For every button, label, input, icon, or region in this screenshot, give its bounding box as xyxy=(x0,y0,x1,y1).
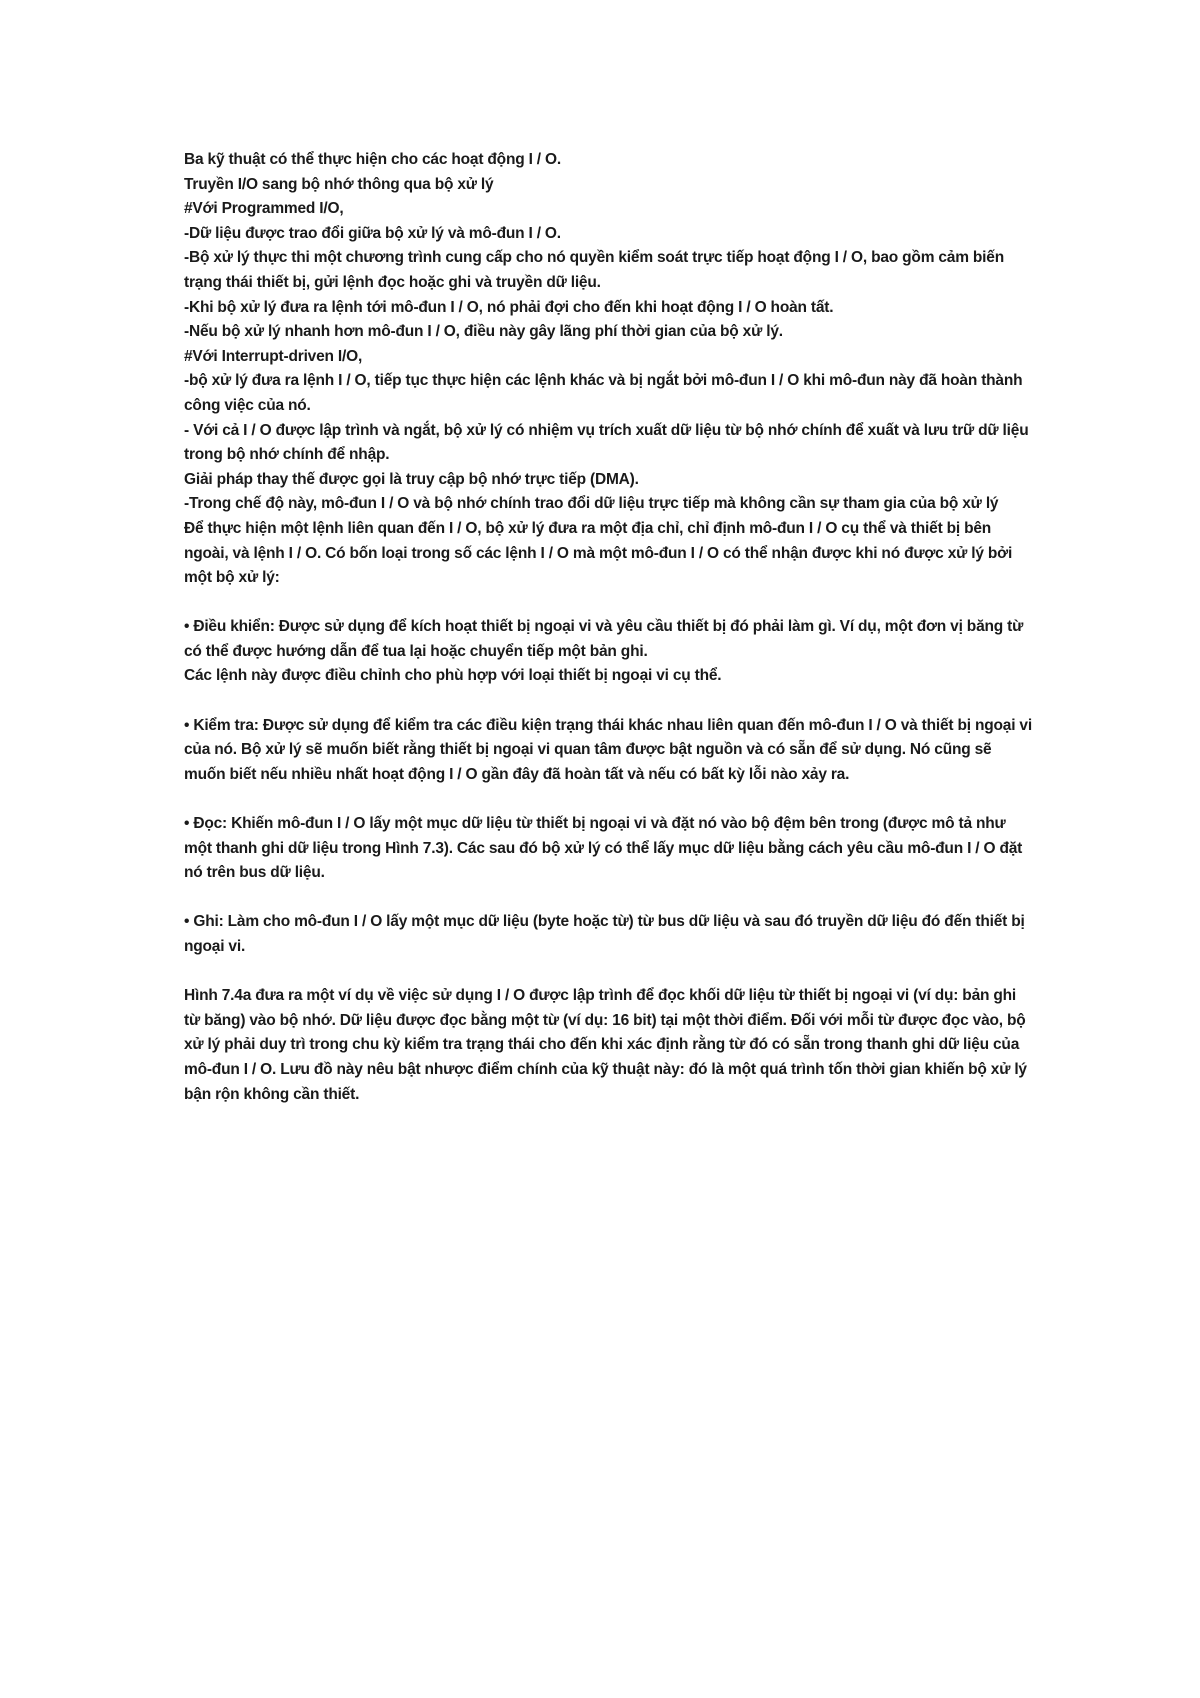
paragraph-gap xyxy=(184,960,1034,985)
programmed-io-point-3: -Khi bộ xử lý đưa ra lệnh tới mô-đun I / O, nó phải đợi cho đến khi hoạt động I / O hoàn tất. xyxy=(184,298,834,316)
dma-intro: Giải pháp thay thế được gọi là truy cập bộ nhớ trực tiếp (DMA). xyxy=(184,470,639,488)
paragraph-gap xyxy=(184,787,1034,812)
heading-programmed-io: #Với Programmed I/O, xyxy=(184,200,344,218)
intro-line-2: Truyền I/O sang bộ nhớ thông qua bộ xử lý xyxy=(184,175,494,193)
programmed-io-point-1: -Dữ liệu được trao đổi giữa bộ xử lý và mô-đun I / O. xyxy=(184,224,561,242)
figure-paragraph: Hình 7.4a đưa ra một ví dụ về việc sử dụng I / O được lập trình để đọc khối dữ liệu từ thiết bị ngoại vi (ví dụ: bản ghi từ băng) vào bộ nhớ. Dữ liệu được đọc bằng một từ (ví dụ: 16 bit) tại một thời điểm. Đối với mỗi từ được đọc vào, bộ xử lý phải duy trì trong chu kỳ kiểm tra trạng thái cho đến khi xác định rằng từ đó có sẵn trong thanh ghi dữ liệu của mô-đun I / O. Lưu đồ này nêu bật nhược điểm chính của kỹ thuật này: đó là một quá trình tốn thời gian khiến bộ xử lý bận rộn không cần thiết. xyxy=(184,987,1027,1103)
io-command-paragraph: Để thực hiện một lệnh liên quan đến I / O, bộ xử lý đưa ra một địa chỉ, chỉ định mô-đun I / O cụ thể và thiết bị bên ngoài, và lệnh I / O. Có bốn loại trong số các lệnh I / O mà một mô-đun I / O có thể nhận được khi nó được xử lý bởi một bộ xử lý: xyxy=(184,519,1013,587)
interrupt-io-point-2: - Với cả I / O được lập trình và ngắt, bộ xử lý có nhiệm vụ trích xuất dữ liệu từ bộ nhớ chính để xuất và lưu trữ dữ liệu trong bộ nhớ chính để nhập. xyxy=(184,421,1029,464)
heading-interrupt-io: #Với Interrupt-driven I/O, xyxy=(184,347,363,365)
intro-line-1: Ba kỹ thuật có thể thực hiện cho các hoạt động I / O. xyxy=(184,151,561,168)
test-bullet: • Kiểm tra: Được sử dụng để kiểm tra các điều kiện trạng thái khác nhau liên quan đến mô-đun I / O và thiết bị ngoại vi của nó. Bộ xử lý sẽ muốn biết rằng thiết bị ngoại vi quan tâm được bật nguồn và có sẵn để sử dụng. Nó cũng sẽ muốn biết nếu nhiều nhất hoạt động I / O gần đây đã hoàn tất và nếu có bất kỳ lỗi nào xảy ra. xyxy=(184,716,1032,783)
paragraph-gap xyxy=(184,886,1034,911)
programmed-io-point-4: -Nếu bộ xử lý nhanh hơn mô-đun I / O, điều này gây lãng phí thời gian của bộ xử lý. xyxy=(184,323,783,341)
interrupt-io-point-1: -bộ xử lý đưa ra lệnh I / O, tiếp tục thực hiện các lệnh khác và bị ngắt bởi mô-đun I / O khi mô-đun này đã hoàn thành công việc của nó. xyxy=(184,372,1023,414)
write-bullet: • Ghi: Làm cho mô-đun I / O lấy một mục dữ liệu (byte hoặc từ) từ bus dữ liệu và sau đó truyền dữ liệu đó đến thiết bị ngoại vi. xyxy=(184,913,1025,955)
paragraph-gap xyxy=(184,689,1034,714)
control-bullet: • Điều khiển: Được sử dụng để kích hoạt thiết bị ngoại vi và yêu cầu thiết bị đó phải làm gì. Ví dụ, một đơn vị băng từ có thể được hướng dẫn để tua lại hoặc chuyển tiếp một bản ghi. xyxy=(184,618,1024,660)
document-body xyxy=(184,148,1034,1107)
programmed-io-point-2: -Bộ xử lý thực thi một chương trình cung cấp cho nó quyền kiểm soát trực tiếp hoạt động I / O, bao gồm cảm biến trạng thái thiết bị, gửi lệnh đọc hoặc ghi và truyền dữ liệu. xyxy=(184,249,1004,291)
paragraph-gap xyxy=(184,591,1034,616)
read-bullet: • Đọc: Khiến mô-đun I / O lấy một mục dữ liệu từ thiết bị ngoại vi và đặt nó vào bộ đệm bên trong (được mô tả như một thanh ghi dữ liệu trong Hình 7.3). Các sau đó bộ xử lý có thể lấy mục dữ liệu bằng cách yêu cầu mô-đun I / O đặt nó trên bus dữ liệu. xyxy=(184,815,1023,882)
dma-point-1: -Trong chế độ này, mô-đun I / O và bộ nhớ chính trao đổi dữ liệu trực tiếp mà không cần sự tham gia của bộ xử lý xyxy=(184,495,999,513)
control-note: Các lệnh này được điều chỉnh cho phù hợp với loại thiết bị ngoại vi cụ thể. xyxy=(184,667,722,685)
